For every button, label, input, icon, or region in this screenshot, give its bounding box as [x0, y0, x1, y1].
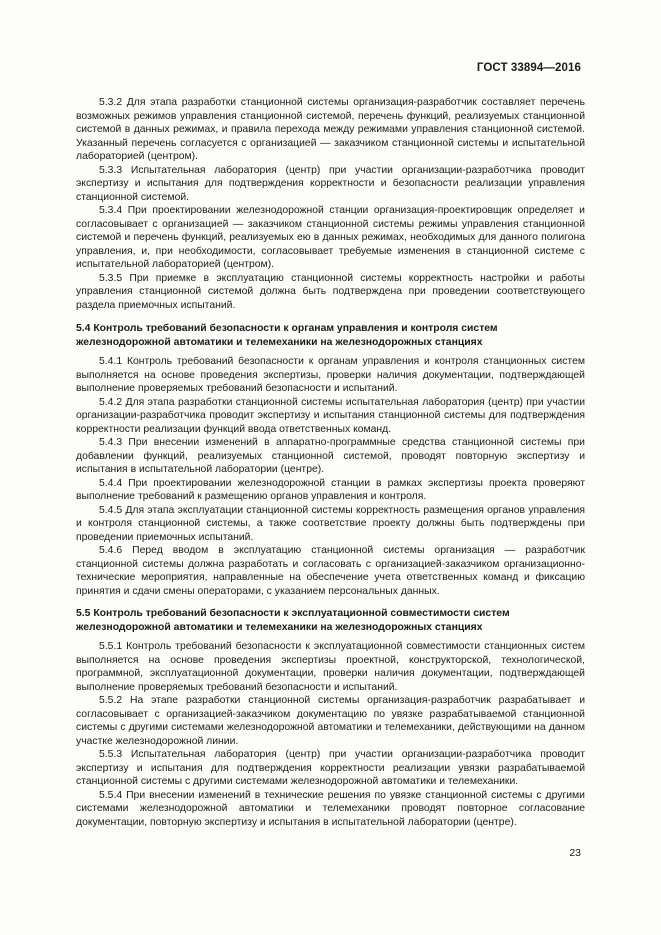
- paragraph-5-4-6: 5.4.6 Перед вводом в эксплуатацию станционной системы организация — разработчик станционной системы должна разработать и согласовать с организацией-заказчиком организационно-технические мероприятия, направленные на обеспечение учета ответственных команд и фиксацию принятия и сдачи смены операторами, с указанием персональных данных.: [76, 545, 585, 597]
- paragraph-5-4-3: 5.4.3 При внесении изменений в аппаратно-программные средства станционной системы при добавлении функций, реализуемых станционной системой, проводят повторную экспертизу и испытания в испытательной лаборатории (центре).: [76, 437, 585, 475]
- document-body: [76, 96, 585, 829]
- section-heading-5-4: 5.4 Контроль требований безопасности к органам управления и контроля систем железнодорожной автоматики и телемеханики на железнодорожных станциях: [76, 323, 498, 348]
- paragraph-5-5-4: 5.5.4 При внесении изменений в технические решения по увязке станционной системы с другими системами железнодорожной автоматики и телемеханики проводят повторное согласование документации, повторную экспертизу и испытания в испытательной лаборатории (центре).: [76, 789, 585, 828]
- paragraph-5-3-5: 5.3.5 При приемке в эксплуатацию станционной системы корректность настройки и работы управления станционной системой должна быть подтверждена при проведении соответствующего раздела приемочных испытаний.: [76, 272, 585, 311]
- paragraph-5-3-3: 5.3.3 Испытательная лаборатория (центр) при участии организации-разработчика проводит экспертизу и испытания для подтверждения корректности и безопасности реализации управления станционной системой.: [76, 164, 585, 203]
- paragraph-5-3-4: 5.3.4 При проектировании железнодорожной станции организация-проектировщик определяет и согласовывает с организацией — заказчиком станционной системы режимы управления станционной системой и перечень функций, реализуемых ею в данных режимах, необходимых для данного полигона управления, и, при необходимости, согласовывает требуемые изменения в станционной системе с испытательной лабораторией (центром).: [76, 205, 585, 270]
- paragraph-5-4-2: 5.4.2 Для этапа разработки станционной системы испытательная лаборатория (центр) при участии организации-разработчика проводит экспертизу и испытания станционной системы для подтверждения корректности реализации функций ввода ответственных команд.: [76, 396, 585, 435]
- page-number: 23: [569, 847, 581, 859]
- paragraph-5-4-1: 5.4.1 Контроль требований безопасности к органам управления и контроля станционных систем выполняется на основе проведения экспертизы, проверки наличия документации, подтверждающей выполнение проверяемых требований безопасности и испытаний.: [76, 356, 585, 394]
- paragraph-5-5-2: 5.5.2 На этапе разработки станционной системы организация-разработчик разрабатывает и согласовывает с организацией-заказчиком документацию по увязке разрабатываемой станционной системы с другими системами железнодорожной автоматики и телемеханики, действующими на данном участке железнодорожной линии.: [76, 695, 585, 747]
- paragraph-5-4-5: 5.4.5 Для этапа эксплуатации станционной системы корректность размещения органов управления и контроля станционной системы, а также соответствие проекту должны быть подтверждены при проведении приемочных испытаний.: [76, 504, 585, 543]
- paragraph-5-5-1: 5.5.1 Контроль требований безопасности к эксплуатационной совместимости станционных систем выполняется на основе проведения экспертизы проектной, конструкторской, технологической, программной, эксплуатационной документации, проверки наличия документации, подтверждающей выполнение проверяемых требований безопасности и испытаний.: [76, 641, 585, 693]
- paragraph-5-4-4: 5.4.4 При проектировании железнодорожной станции в рамках экспертизы проекта проверяют выполнение требований к размещению органов управления и контроля.: [76, 477, 585, 502]
- paragraph-5-5-3: 5.5.3 Испытательная лаборатория (центр) при участии организации-разработчика проводит экспертизу и испытания для подтверждения корректности реализации увязки разрабатываемой станционной системы с другими системами железнодорожной автоматики и телемеханики.: [76, 749, 585, 787]
- paragraph-5-3-2: 5.3.2 Для этапа разработки станционной системы организация-разработчик составляет перечень возможных режимов управления станционной системой, перечень функций, реализуемых станционной системой в данных режимах, и правила перехода между режимами управления станционной системой. Указанный перечень согласуется с организацией — заказчиком станционной системы и испытательной лабораторией (центром).: [76, 97, 585, 162]
- section-heading-5-5: 5.5 Контроль требований безопасности к эксплуатационной совместимости систем железнодорожной автоматики и телемеханики на железнодорожных станциях: [76, 608, 510, 633]
- standard-code-header: ГОСТ 33894—2016: [476, 62, 581, 74]
